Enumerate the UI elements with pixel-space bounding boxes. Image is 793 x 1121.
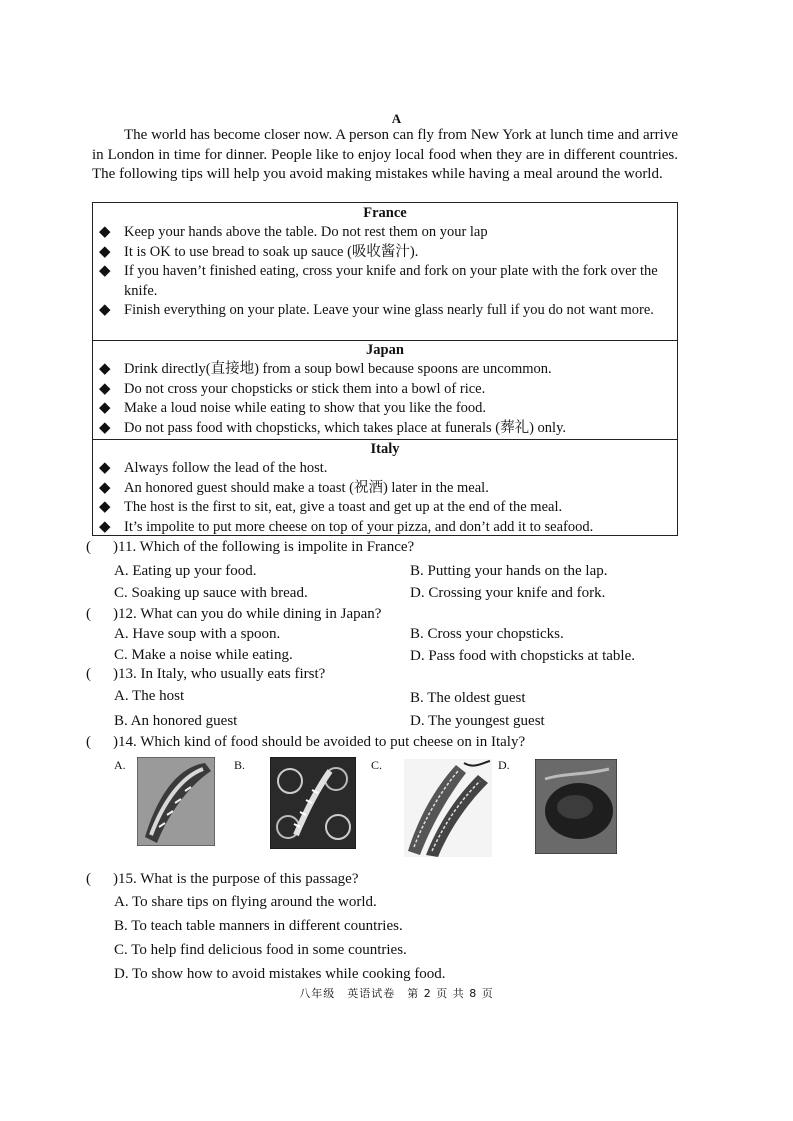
tip-item: ◆ Do not cross your chopsticks or stick them into a bowl of rice. — [93, 380, 677, 400]
bread-icon — [137, 757, 215, 846]
image-label-b: B. — [234, 758, 246, 772]
country-block-japan — [93, 340, 677, 440]
option-a[interactable]: A. Have soup with a spoon. — [114, 626, 281, 642]
question-13: ( )13. In Italy, who usually eats first? — [86, 666, 326, 682]
option-d[interactable]: D. To show how to avoid mistakes while cooking food. — [114, 966, 446, 982]
corn-icon — [404, 759, 492, 857]
tip-item: ◆ Drink directly(直接地) from a soup bowl because spoons are uncommon. — [93, 360, 677, 380]
tips-table — [92, 202, 678, 536]
country-name: Japan — [366, 342, 404, 358]
country-block-france — [93, 203, 677, 341]
image-label-a: A. — [114, 758, 126, 772]
answer-blank[interactable]: ( — [86, 734, 91, 750]
country-block-italy — [93, 439, 677, 535]
diamond-bullet-icon: ◆ — [99, 419, 111, 436]
corn-image[interactable] — [404, 759, 492, 862]
answer-blank[interactable]: ( — [86, 871, 91, 887]
diamond-bullet-icon: ◆ — [99, 243, 111, 260]
tip-item: ◆ Make a loud noise while eating to show that you like the food. — [93, 399, 677, 419]
answer-blank[interactable]: ( — [86, 539, 91, 555]
country-name: Italy — [370, 441, 400, 457]
answer-blank[interactable]: ( — [86, 606, 91, 622]
option-b[interactable]: B. Putting your hands on the lap. — [410, 563, 608, 579]
tip-item: ◆ Do not pass food with chopsticks, which takes place at funerals (葬礼) only. — [93, 419, 677, 439]
tip-item: ◆ Keep your hands above the table. Do not rest them on your lap — [93, 223, 677, 243]
option-d[interactable]: D. Crossing your knife and fork. — [410, 585, 606, 601]
diamond-bullet-icon: ◆ — [99, 302, 111, 318]
tip-item: ◆ The host is the first to sit, eat, give a toast and get up at the end of the meal. — [93, 498, 677, 518]
question-14: ( )14. Which kind of food should be avoided to put cheese on in Italy? — [86, 734, 526, 750]
tip-item: ◆ It’s impolite to put more cheese on top of your pizza, and don’t add it to seafood. — [93, 518, 677, 538]
diamond-bullet-icon: ◆ — [99, 380, 111, 397]
diamond-bullet-icon: ◆ — [99, 499, 111, 515]
diamond-bullet-icon: ◆ — [99, 224, 111, 240]
option-c[interactable]: C. Soaking up sauce with bread. — [114, 585, 308, 601]
option-a[interactable]: A. To share tips on flying around the world. — [114, 894, 377, 910]
seafood-icon — [270, 757, 356, 849]
option-d[interactable]: D. Pass food with chopsticks at table. — [410, 648, 635, 664]
option-a[interactable]: A. Eating up your food. — [114, 563, 257, 579]
diamond-bullet-icon: ◆ — [99, 361, 111, 377]
diamond-bullet-icon: ◆ — [99, 518, 111, 535]
option-c[interactable]: C. To help find delicious food in some countries. — [114, 942, 407, 958]
question-11: ( )11. Which of the following is impolite in France? — [86, 539, 415, 555]
option-b[interactable]: B. Cross your chopsticks. — [410, 626, 564, 642]
tip-item: ◆ Finish everything on your plate. Leave your wine glass nearly full if you do not want more. — [93, 301, 677, 321]
option-c[interactable]: B. An honored guest — [114, 713, 238, 729]
option-b[interactable]: B. To teach table manners in different countries. — [114, 918, 403, 934]
question-15: ( )15. What is the purpose of this passage? — [86, 871, 359, 887]
answer-blank[interactable]: ( — [86, 666, 91, 682]
image-label-d: D. — [498, 758, 510, 772]
tip-item: ◆ It is OK to use bread to soak up sauce (吸收酱汁). — [93, 243, 677, 263]
diamond-bullet-icon: ◆ — [99, 460, 111, 476]
diamond-bullet-icon: ◆ — [99, 400, 111, 416]
seafood-image[interactable] — [270, 757, 356, 854]
tip-item: ◆ An honored guest should make a toast (祝酒) later in the meal. — [93, 479, 677, 499]
tip-item: ◆ Always follow the lead of the host. — [93, 459, 677, 479]
option-d[interactable]: D. The youngest guest — [410, 713, 545, 729]
diamond-bullet-icon: ◆ — [99, 479, 111, 496]
section-title: A — [391, 111, 402, 126]
steak-icon — [535, 759, 617, 854]
country-name: France — [363, 205, 407, 221]
option-a[interactable]: A. The host — [114, 688, 185, 704]
tip-item: ◆ If you haven’t finished eating, cross your knife and fork on your plate with the fork over the knife. — [99, 263, 658, 299]
page-footer: 八年级 英语试卷 第 2 页 共 8 页 — [299, 987, 494, 1000]
question-12: ( )12. What can you do while dining in Japan? — [86, 606, 382, 622]
intro-paragraph: The world has become closer now. A person can fly from New York at lunch time and arrive in London in time for dinner. People like to enjoy local food when they are in different countries. The following tips will help you avoid making mistakes while having a meal around the world. — [92, 127, 678, 182]
diamond-bullet-icon: ◆ — [99, 263, 111, 279]
option-c[interactable]: C. Make a noise while eating. — [114, 647, 293, 663]
bread-image[interactable] — [137, 757, 215, 851]
image-label-c: C. — [371, 758, 383, 772]
steak-image[interactable] — [535, 759, 617, 859]
option-b[interactable]: B. The oldest guest — [410, 690, 526, 706]
